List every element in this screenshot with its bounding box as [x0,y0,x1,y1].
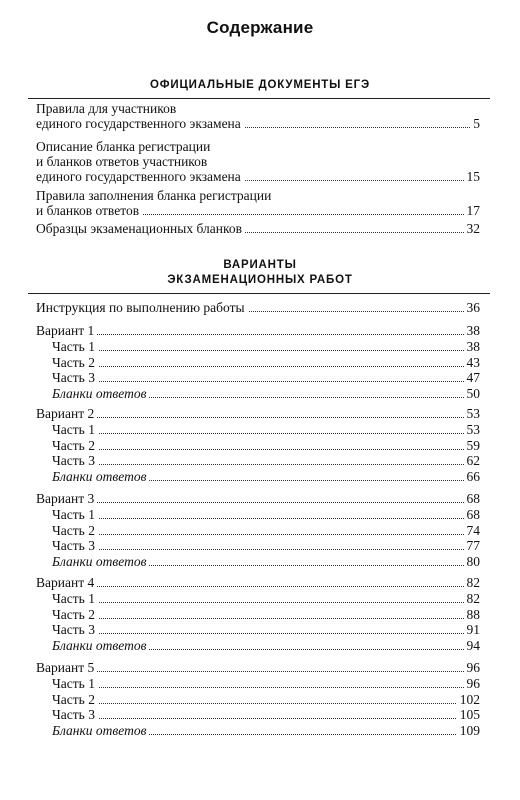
toc-entry-label: Бланки ответов [52,723,149,739]
section-heading-variants-line1: ВАРИАНТЫ [223,259,297,271]
toc-subentry[interactable] [0,386,520,402]
dot-leader [52,602,480,603]
dot-leader [52,687,480,688]
toc-entry-label: Часть 1 [52,422,98,438]
toc-subentry[interactable] [0,422,520,438]
toc-page-number: 38 [464,339,481,355]
toc-entry[interactable] [0,221,520,237]
toc-page-number: 96 [464,676,481,692]
toc-entry-label: Часть 1 [52,676,98,692]
page-title: Содержание [206,18,314,37]
dot-leader [52,381,480,382]
toc-entry-label: Часть 2 [52,438,98,454]
dot-leader [52,534,480,535]
toc-page-number: 82 [464,591,481,607]
toc-page-number: 88 [464,607,481,623]
toc-page-number: 68 [464,491,481,507]
toc-subentry[interactable] [0,339,520,355]
dot-leader [36,671,480,672]
toc-page-number: 47 [464,370,481,386]
toc-entry-label: Часть 3 [52,707,98,723]
toc-subentry[interactable] [0,622,520,638]
dot-leader [36,586,480,587]
toc-entry-label: Часть 3 [52,622,98,638]
toc-entry-label: Вариант 4 [36,575,97,591]
toc-entry-label: Вариант 2 [36,406,97,422]
toc-entry-label: Образцы экзаменационных бланков [36,221,245,237]
toc-page-number: 68 [464,507,481,523]
toc-page-number: 59 [464,438,481,454]
toc-page-number: 94 [464,638,481,654]
toc-page-number: 62 [464,453,481,469]
toc-subentry[interactable] [0,538,520,554]
dot-leader [52,433,480,434]
toc-entry-label: Инструкция по выполнению работы [36,300,248,316]
toc-entry-label: Часть 2 [52,607,98,623]
toc-page-number: 15 [464,169,481,185]
toc-entry-text-line: Правила для участников [36,101,177,116]
toc-page-number: 102 [457,692,480,708]
toc-variant[interactable] [0,323,520,339]
toc-page-number: 53 [464,422,481,438]
toc-entry[interactable] [0,203,520,219]
toc-entry[interactable] [0,116,520,132]
section-heading-official-docs: ОФИЦИАЛЬНЫЕ ДОКУМЕНТЫ ЕГЭ [150,79,370,91]
toc-entry-label: Часть 3 [52,370,98,386]
toc-page-number: 43 [464,355,481,371]
toc-subentry[interactable] [0,554,520,570]
toc-variant[interactable] [0,660,520,676]
toc-page-number: 96 [464,660,481,676]
toc-entry-label: Часть 3 [52,538,98,554]
toc-entry-text-line: Правила заполнения бланка регистрации [36,188,272,203]
dot-leader [36,502,480,503]
toc-page-number: 109 [457,723,480,739]
dot-leader [52,449,480,450]
toc-entry-label: единого государственного экзамена [36,169,244,185]
toc-subentry[interactable] [0,607,520,623]
toc-entry-label: Часть 1 [52,591,98,607]
toc-entry-text-line: Описание бланка регистрации [36,139,211,154]
toc-entry-label: Часть 2 [52,523,98,539]
dot-leader [36,417,480,418]
dot-leader [52,718,480,719]
toc-page-number: 38 [464,323,481,339]
toc-entry-label: Часть 3 [52,453,98,469]
toc-entry-label: и бланков ответов [36,203,142,219]
dot-leader [52,633,480,634]
toc-page-number: 74 [464,523,481,539]
toc-subentry[interactable] [0,523,520,539]
toc-entry-label: Бланки ответов [52,386,149,402]
toc-entry-label: Часть 1 [52,339,98,355]
toc-entry[interactable] [0,169,520,185]
toc-page-number: 17 [464,203,481,219]
toc-subentry[interactable] [0,370,520,386]
toc-entry-instruction[interactable] [0,300,520,316]
toc-page-number: 32 [464,221,481,237]
toc-entry-label: единого государственного экзамена [36,116,244,132]
toc-entry-label: Вариант 1 [36,323,97,339]
section-divider [28,98,490,99]
dot-leader [52,464,480,465]
dot-leader [52,703,480,704]
toc-subentry[interactable] [0,692,520,708]
toc-page-number: 5 [470,116,480,132]
toc-page-number: 105 [457,707,480,723]
toc-page-number: 50 [464,386,481,402]
toc-subentry[interactable] [0,507,520,523]
toc-subentry[interactable] [0,723,520,739]
toc-entry-label: Бланки ответов [52,638,149,654]
dot-leader [52,518,480,519]
toc-entry-label: Вариант 3 [36,491,97,507]
toc-entry-label: Бланки ответов [52,469,149,485]
toc-page-number: 80 [464,554,481,570]
toc-variant[interactable] [0,406,520,422]
toc-page-number: 53 [464,406,481,422]
toc-page-number: 82 [464,575,481,591]
section-heading-variants-line2: ЭКЗАМЕНАЦИОННЫХ РАБОТ [167,274,353,286]
toc-subentry[interactable] [0,453,520,469]
toc-entry-text-line: и бланков ответов участников [36,154,208,169]
dot-leader [36,334,480,335]
dot-leader [52,549,480,550]
dot-leader [52,366,480,367]
toc-entry-label: Часть 2 [52,355,98,371]
toc-subentry[interactable] [0,707,520,723]
toc-subentry[interactable] [0,438,520,454]
toc-entry-label: Часть 2 [52,692,98,708]
toc-variant[interactable] [0,491,520,507]
dot-leader [52,618,480,619]
toc-variant[interactable] [0,575,520,591]
section-divider [28,293,490,294]
toc-entry-label: Вариант 5 [36,660,97,676]
toc-subentry[interactable] [0,676,520,692]
toc-subentry[interactable] [0,638,520,654]
toc-page-number: 77 [464,538,481,554]
toc-page-number: 36 [464,300,481,316]
toc-subentry[interactable] [0,355,520,371]
toc-subentry[interactable] [0,469,520,485]
dot-leader [52,350,480,351]
toc-entry-label: Часть 1 [52,507,98,523]
toc-subentry[interactable] [0,591,520,607]
toc-entry-label: Бланки ответов [52,554,149,570]
toc-page-number: 91 [464,622,481,638]
toc-page-number: 66 [464,469,481,485]
